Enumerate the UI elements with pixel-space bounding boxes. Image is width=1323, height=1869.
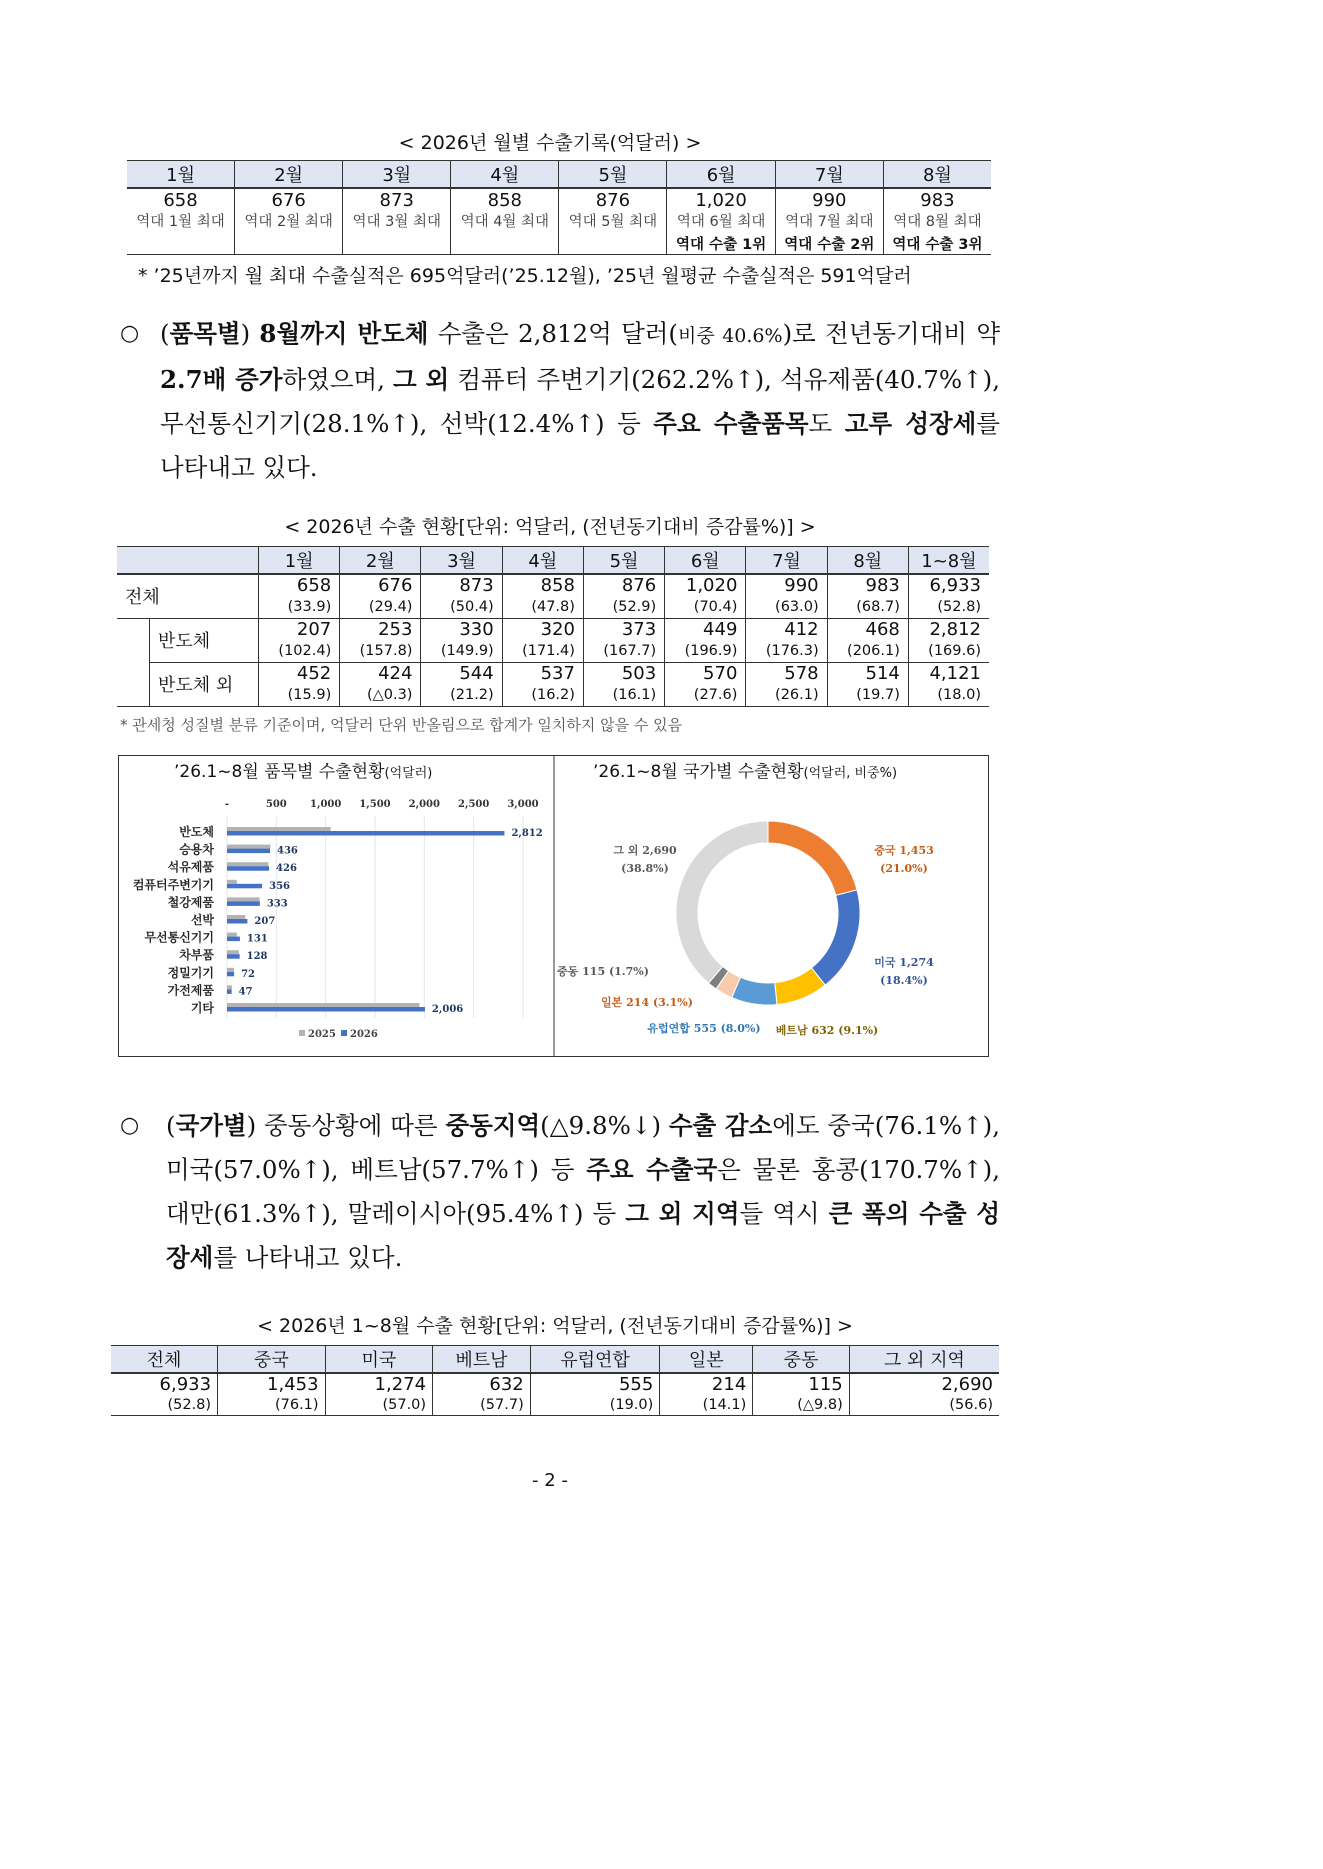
table1-caption: < 2026년 월별 수출기록(억달러) > [398, 132, 702, 154]
month-header: 2월 [235, 161, 343, 189]
legend-swatch-2025 [299, 1030, 305, 1036]
paragraph-countries-text [166, 1104, 1000, 1280]
bar-2025 [227, 985, 232, 989]
rank-note [235, 233, 343, 255]
cell-value: 873 [421, 574, 502, 596]
slice-pct: (9.1%) [834, 1024, 879, 1037]
bar-2026 [227, 937, 240, 942]
bullet: ○ [120, 1113, 140, 1138]
bar-2025 [227, 1003, 419, 1007]
cell-value: 544 [421, 662, 502, 684]
slice-pct: (21.0%) [880, 862, 928, 875]
cell-value: 373 [583, 618, 664, 640]
category-label: 승용차 [179, 842, 214, 857]
text-run: 수출 감소 [668, 1111, 773, 1140]
donut-slice [768, 821, 857, 895]
slice-pct: (18.4%) [880, 974, 928, 987]
charts-panel [118, 755, 989, 1057]
paragraph-items [120, 312, 1000, 490]
legend-swatch-2026 [341, 1030, 347, 1036]
bar-2026 [227, 1007, 425, 1012]
category-label: 철강제품 [167, 895, 214, 910]
month-value: 676 [235, 188, 343, 211]
col-header: 미국 [325, 1346, 433, 1374]
text-run: 큰 폭의 수출 성장세 [166, 1199, 1000, 1272]
month-note: 역대 7월 최대 [775, 211, 883, 233]
col-header: 5월 [583, 547, 664, 575]
cell-pct: (52.9) [583, 596, 664, 618]
bar-2026 [227, 831, 504, 836]
cell-value: 320 [502, 618, 583, 640]
row-label-non-semiconductor: 반도체 외 [150, 662, 259, 706]
cell-value: 253 [340, 618, 421, 640]
slice-value: 115 [578, 965, 606, 978]
cell-value: 537 [502, 662, 583, 684]
cell-pct: (18.0) [908, 684, 989, 706]
text-run: 에도 중국(76.1%↑), 미국(57.0%↑), 베트남(57.7%↑) 등 [166, 1111, 1000, 1184]
data-label: 207 [254, 916, 276, 927]
paragraph-countries [120, 1104, 1000, 1280]
cell-pct: (50.4) [421, 596, 502, 618]
slice-name: 중국 [874, 844, 896, 857]
cell-pct: (76.1) [218, 1395, 326, 1416]
x-tick-label: 2,000 [408, 799, 440, 810]
slice-value: 555 [689, 1022, 717, 1035]
cell-value: 424 [340, 662, 421, 684]
cell-value: 983 [827, 574, 908, 596]
cell-pct: (47.8) [502, 596, 583, 618]
cell-value: 632 [433, 1373, 531, 1395]
data-label: 356 [269, 880, 291, 892]
month-value: 1,020 [667, 188, 775, 211]
month-value: 990 [775, 188, 883, 211]
month-value: 873 [343, 188, 451, 211]
month-header: 3월 [343, 161, 451, 189]
donut-slice [676, 821, 768, 983]
slice-name: 베트남 [775, 1024, 808, 1037]
month-header: 8월 [883, 161, 991, 189]
month-value: 876 [559, 188, 667, 211]
cell-value: 214 [660, 1373, 753, 1395]
slice-label [601, 995, 693, 1009]
table1-footnote: * ’25년까지 월 최대 수출실적은 695억달러(’25.12월), ’25년 월평균 수출실적은 591억달러 [138, 265, 912, 287]
month-header: 4월 [451, 161, 559, 189]
text-run: ( [160, 319, 170, 348]
slice-name: 일본 [601, 996, 623, 1009]
legend-label-2026: 2026 [350, 1029, 378, 1040]
cell-pct: (52.8) [111, 1395, 218, 1416]
cell-pct: (169.6) [908, 640, 989, 662]
cell-pct: (16.1) [583, 684, 664, 706]
text-run: 주요 수출국 [586, 1155, 718, 1184]
legend-label-2025: 2025 [308, 1029, 336, 1040]
cell-pct: (27.6) [665, 684, 746, 706]
rank-note: 역대 수출 1위 [667, 233, 775, 255]
month-value: 658 [163, 189, 198, 211]
rank-note [343, 233, 451, 255]
country-export-table [111, 1345, 999, 1416]
cell-value: 115 [753, 1373, 849, 1395]
category-label: 차부품 [179, 948, 214, 963]
cell-pct: (57.7) [433, 1395, 531, 1416]
cell-pct: (157.8) [340, 640, 421, 662]
cell-value: 2,690 [849, 1373, 999, 1395]
col-header: 8월 [827, 547, 908, 575]
cell-pct: (63.0) [746, 596, 827, 618]
x-tick-label: - [224, 799, 230, 810]
category-label: 석유제품 [167, 860, 214, 875]
text-run: 중동지역 [445, 1111, 541, 1140]
text-run: 그 외 지역 [625, 1199, 740, 1228]
bar-2026 [227, 849, 270, 854]
cell-value: 6,933 [159, 1374, 212, 1395]
cell-pct: (102.4) [259, 640, 340, 662]
slice-pct: (1.7%) [605, 965, 649, 978]
charts-svg [119, 756, 988, 1056]
category-label: 무선통신기기 [144, 930, 214, 945]
data-label: 2,812 [511, 828, 543, 839]
col-header: 7월 [746, 547, 827, 575]
cell-value: 1,020 [665, 574, 746, 596]
monthly-record-table [127, 160, 991, 255]
slice-pct: (3.1%) [649, 996, 693, 1009]
text-run: 국가별 [175, 1111, 247, 1140]
text-run: ( [166, 1111, 176, 1140]
text-run: 하였으며, [282, 365, 394, 394]
text-run: )로 전년동기대비 약 [782, 319, 1000, 348]
cell-value: 514 [827, 662, 908, 684]
text-run: 은 물론 홍콩(170.7%↑), 대만(61.3%↑), 말레이시아(95.4%↑) 등 [166, 1155, 1000, 1228]
rank-note [559, 233, 667, 255]
text-run: 를 나타내고 있다. [160, 409, 1000, 482]
bar-2025 [227, 880, 237, 884]
x-tick-label: 500 [265, 799, 287, 810]
cell-pct: (21.2) [421, 684, 502, 706]
category-label: 선박 [190, 913, 214, 927]
cell-pct: (△9.8) [753, 1395, 849, 1416]
text-run: 8월까지 반도체 [259, 319, 429, 348]
paragraph-items-text [160, 312, 1000, 490]
month-note: 역대 3월 최대 [343, 211, 451, 233]
data-label: 333 [266, 898, 288, 910]
month-header: 7월 [775, 161, 883, 189]
cell-value: 468 [827, 618, 908, 640]
cell-value: 207 [259, 618, 340, 640]
slice-value: 1,274 [895, 956, 934, 969]
slice-pct: (38.8%) [621, 862, 669, 875]
bar-2025 [227, 933, 237, 937]
cell-pct: (15.9) [259, 684, 340, 706]
cell-value: 503 [583, 662, 664, 684]
cell-pct: (56.6) [849, 1395, 999, 1416]
col-header: 4월 [502, 547, 583, 575]
donut-chart-title [593, 761, 897, 782]
table2-caption: < 2026년 수출 현황[단위: 억달러, (전년동기대비 증감률%)] > [284, 516, 816, 538]
category-label: 가전제품 [167, 983, 214, 998]
bar-2025 [227, 950, 239, 954]
slice-name: 유럽연합 [647, 1022, 690, 1035]
month-note: 역대 5월 최대 [559, 211, 667, 233]
table3-caption: < 2026년 1~8월 수출 현황[단위: 억달러, (전년동기대비 증감률%)] > [257, 1315, 853, 1337]
data-label: 436 [277, 845, 298, 857]
month-value: 858 [451, 188, 559, 211]
cell-pct: (33.9) [259, 596, 340, 618]
cell-value: 555 [530, 1373, 660, 1395]
data-label: 72 [241, 968, 256, 980]
cell-value: 2,812 [908, 618, 989, 640]
data-label: 426 [276, 863, 297, 875]
slice-pct: (8.0%) [716, 1022, 761, 1035]
data-label: 2,006 [431, 1004, 464, 1015]
cell-value: 858 [502, 574, 583, 596]
slice-label [557, 965, 649, 978]
bar-2025 [227, 915, 245, 919]
text-run: ) [240, 319, 260, 348]
table2-footnote: * 관세청 성질별 분류 기준이며, 억달러 단위 반올림으로 합계가 일치하지 않을 수 있음 [120, 716, 683, 734]
slice-value: 632 [807, 1024, 835, 1037]
col-header: 6월 [665, 547, 746, 575]
cell-value: 658 [259, 574, 340, 596]
bar-2025 [227, 968, 234, 972]
cell-pct: (176.3) [746, 640, 827, 662]
bar-2025 [227, 845, 270, 849]
slice-value: 214 [622, 996, 650, 1009]
export-status-table [117, 546, 989, 707]
cell-pct: (14.1) [660, 1395, 753, 1416]
category-label: 컴퓨터주변기기 [132, 877, 214, 892]
cell-value: 330 [421, 618, 502, 640]
month-header: 1월 [127, 161, 235, 189]
cell-pct: (196.9) [665, 640, 746, 662]
cell-pct: (26.1) [746, 684, 827, 706]
bar-chart-title-text: ’26.1~8월 품목별 수출현황 [174, 762, 385, 782]
bar-2026 [227, 866, 269, 871]
bar-chart-unit: (억달러) [384, 766, 433, 781]
bar-2026 [227, 901, 260, 906]
data-label: 131 [246, 933, 268, 945]
slice-name: 그 외 [613, 844, 639, 857]
month-value: 983 [883, 188, 991, 211]
cell-pct: (206.1) [827, 640, 908, 662]
text-run: 들 역시 [739, 1199, 829, 1228]
slice-name: 미국 [874, 956, 896, 969]
cell-value: 1,453 [218, 1373, 326, 1395]
col-header: 중국 [218, 1346, 326, 1374]
month-note: 역대 1월 최대 [136, 214, 225, 230]
col-header: 3월 [421, 547, 502, 575]
cell-value: 676 [340, 574, 421, 596]
data-label: 47 [238, 986, 253, 998]
cell-value: 412 [746, 618, 827, 640]
col-header: 1월 [259, 547, 340, 575]
text-run: ) 중동상황에 따른 [246, 1111, 446, 1140]
slice-label [646, 1021, 760, 1035]
month-header: 5월 [559, 161, 667, 189]
cell-pct: (52.8) [908, 596, 989, 618]
bar-2026 [227, 884, 262, 889]
col-header: 전체 [111, 1346, 218, 1374]
text-run: 품목별 [169, 319, 241, 348]
cell-value: 990 [746, 574, 827, 596]
cell-pct: (149.9) [421, 640, 502, 662]
text-run: 수출은 2,812억 달러( [428, 319, 678, 348]
text-run: 를 나타내고 있다. [213, 1243, 403, 1272]
cell-pct: (△0.3) [340, 684, 421, 706]
cell-pct: (167.7) [583, 640, 664, 662]
col-header: 일본 [660, 1346, 753, 1374]
slice-label [612, 843, 677, 857]
cell-value: 876 [583, 574, 664, 596]
bar-2026 [227, 972, 234, 977]
row-label-semiconductor: 반도체 [150, 618, 259, 662]
cell-value: 578 [746, 662, 827, 684]
rank-note: 역대 수출 2위 [775, 233, 883, 255]
slice-name: 중동 [557, 965, 579, 978]
cell-value: 452 [259, 662, 340, 684]
cell-pct: (68.7) [827, 596, 908, 618]
month-header: 6월 [667, 161, 775, 189]
bar-2026 [227, 919, 247, 924]
cell-value: 449 [665, 618, 746, 640]
bar-2025 [227, 897, 260, 901]
month-note: 역대 8월 최대 [883, 211, 991, 233]
cell-pct: (70.4) [665, 596, 746, 618]
x-tick-label: 1,500 [359, 799, 391, 810]
text-run: 고루 성장세 [844, 409, 977, 438]
cell-value: 4,121 [908, 662, 989, 684]
col-header: 베트남 [433, 1346, 531, 1374]
cell-pct: (16.2) [502, 684, 583, 706]
x-tick-label: 1,000 [310, 799, 342, 810]
slice-label [776, 1023, 879, 1037]
text-run: 비중 40.6% [677, 325, 783, 347]
col-header: 유럽연합 [530, 1346, 660, 1374]
text-run: 주요 수출품목 [653, 409, 809, 438]
text-run: 도 [808, 409, 845, 438]
text-run: 컴퓨터 주변기기(262.2%↑), 석유제품(40.7%↑), 무선통신기기(28.1%↑), 선박(12.4%↑) 등 [160, 365, 1000, 438]
text-run: 2.7배 증가 [160, 365, 283, 394]
col-header: 그 외 지역 [849, 1346, 999, 1374]
bar-chart-title [174, 761, 432, 782]
month-note: 역대 4월 최대 [451, 211, 559, 233]
month-note: 역대 2월 최대 [235, 211, 343, 233]
rank-note: 역대 수출 3위 [883, 233, 991, 255]
col-header: 중동 [753, 1346, 849, 1374]
bar-2026 [227, 954, 240, 959]
cell-value: 570 [665, 662, 746, 684]
category-label: 반도체 [179, 825, 214, 839]
text-run: (△9.8%↓) [540, 1111, 669, 1140]
table1-header-row [127, 161, 991, 189]
cell-pct: (19.0) [530, 1395, 660, 1416]
x-tick-label: 3,000 [507, 799, 539, 810]
cell-value: 6,933 [908, 574, 989, 596]
slice-value: 1,453 [895, 844, 934, 857]
category-label: 정밀기기 [167, 965, 214, 980]
cell-pct: (171.4) [502, 640, 583, 662]
bar-2026 [227, 989, 232, 994]
bar-2025 [227, 862, 268, 866]
rank-note [127, 233, 235, 255]
text-run: 그 외 [393, 365, 450, 394]
donut-chart-unit: (억달러, 비중%) [803, 766, 898, 781]
cell-value: 1,274 [325, 1373, 433, 1395]
page-number: - 2 - [532, 1470, 568, 1491]
rank-note [451, 233, 559, 255]
cell-pct: (57.0) [325, 1395, 433, 1416]
cell-pct: (19.7) [827, 684, 908, 706]
bar-2025 [227, 827, 331, 831]
month-note: 역대 6월 최대 [667, 211, 775, 233]
slice-value: 2,690 [638, 844, 677, 857]
bullet: ○ [120, 321, 140, 346]
slice-label [874, 955, 934, 969]
row-label-total: 전체 [117, 574, 259, 618]
data-label: 128 [246, 951, 268, 963]
x-tick-label: 2,500 [458, 799, 490, 810]
donut-slice [811, 890, 860, 985]
slice-label [874, 844, 934, 857]
col-header: 1~8월 [908, 547, 989, 575]
col-header: 2월 [340, 547, 421, 575]
donut-chart-title-text: ’26.1~8월 국가별 수출현황 [593, 762, 804, 782]
category-label: 기타 [190, 1001, 214, 1015]
cell-pct: (29.4) [340, 596, 421, 618]
